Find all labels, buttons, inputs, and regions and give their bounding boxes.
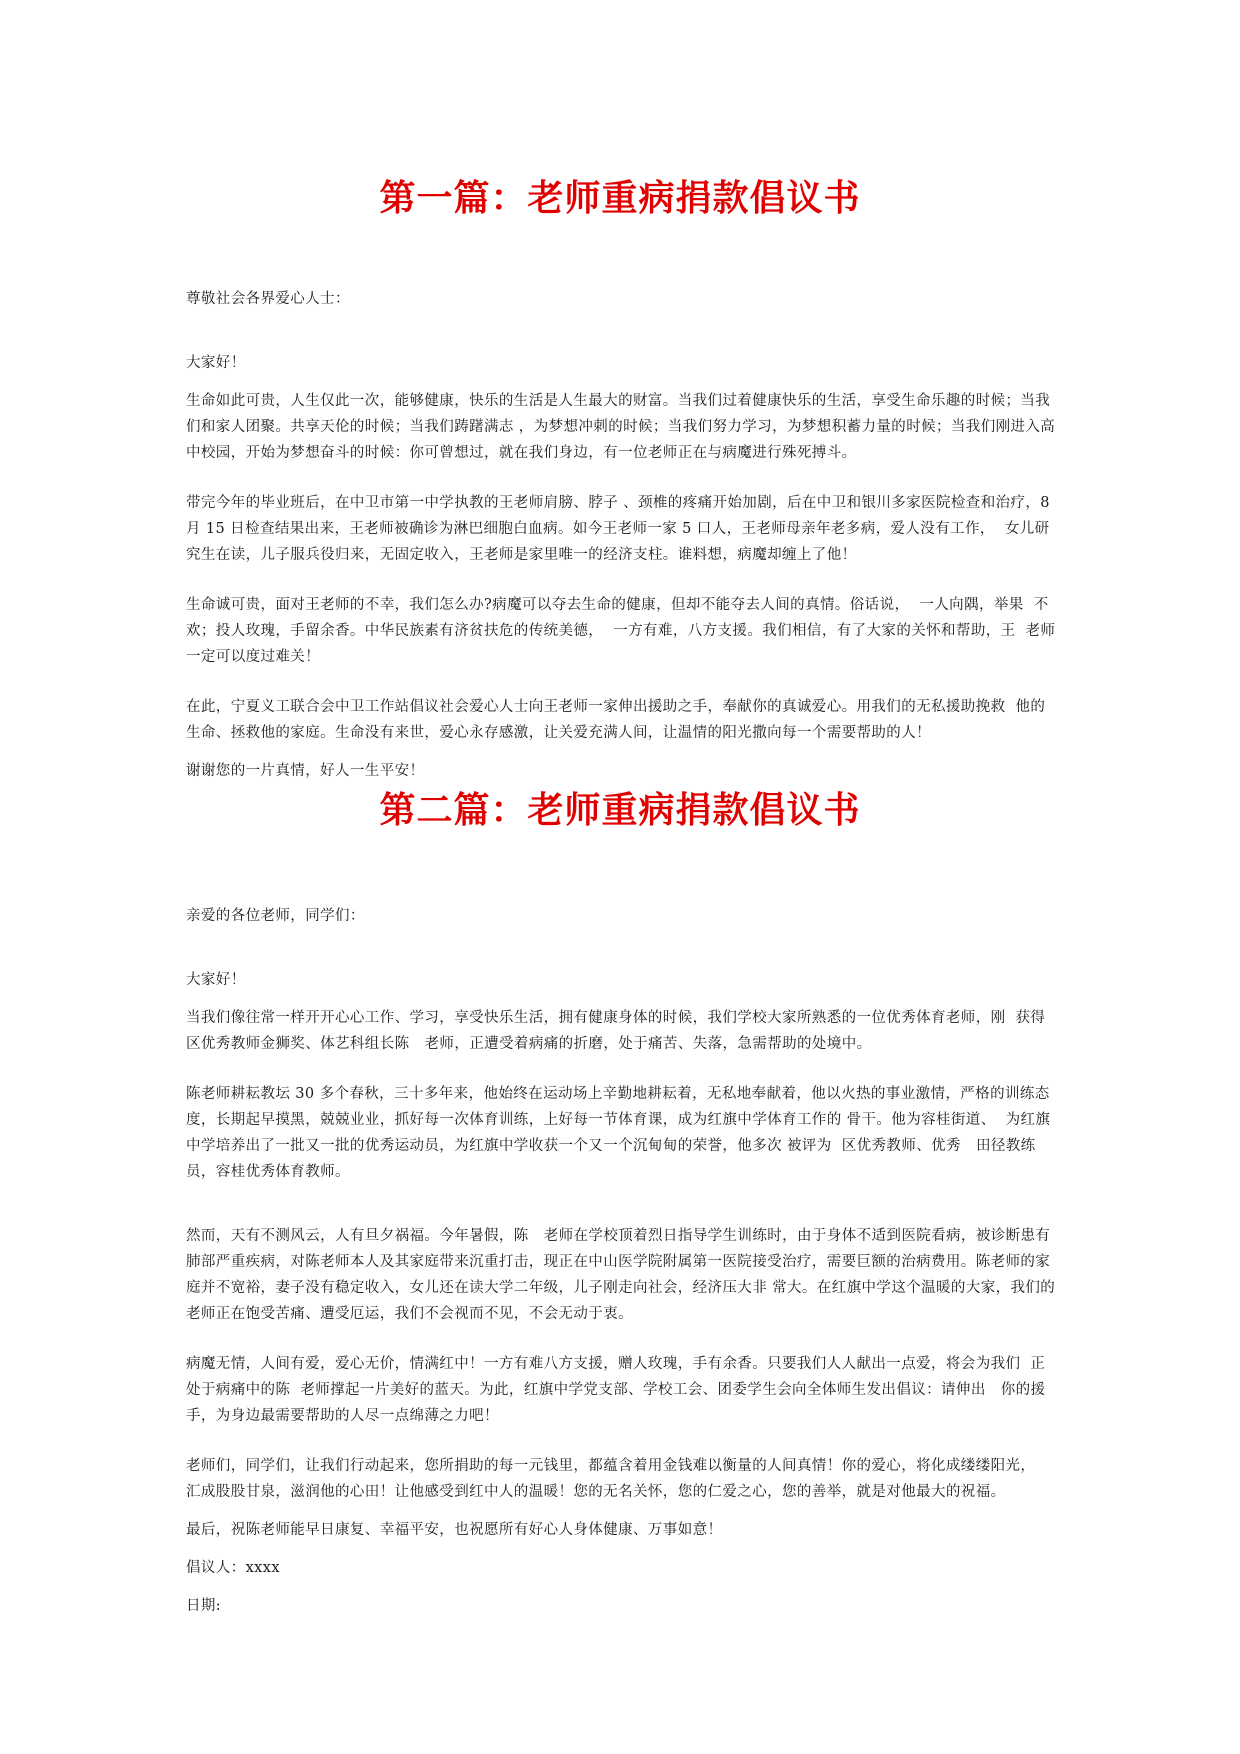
section1-paragraph: 生命诚可贵，面对王老师的不幸，我们怎么办?病魔可以夺去生命的健康，但却不能夺去人间的真情。俗话说， 一人向隅，举果 不欢；投人玫瑰，手留余香。中华民族素有济贫扶危的传统美德， 一方有难，八方支援。我们相信，有了大家的关怀和帮助，王 老师一定可以度过难关！: [186, 597, 1056, 665]
section2-paragraph: 当我们像往常一样开开心心工作、学习，享受快乐生活，拥有健康身体的时候，我们学校大家所熟悉的一位优秀体育老师，刚 获得 区优秀教师金狮奖、体艺科组长陈 老师，正遭受着病痛的折磨，处于痛苦、失落，急需帮助的处境中。: [186, 1010, 1056, 1052]
section1-closing: 谢谢您的一片真情，好人一生平安！: [186, 763, 425, 779]
section2-body: [186, 903, 1056, 1631]
section1-paragraph: 在此，宁夏义工联合会中卫工作站倡议社会爱心人士向王老师一家伸出援助之手，奉献你的真诚爱心。用我们的无私援助挽救 他的生命、拯救他的家庭。生命没有来世，爱心永存感激，让关爱充满人间，让温情的阳光撒向每一个需要帮助的人！: [186, 699, 1046, 741]
section1-paragraph: 生命如此可贵，人生仅此一次，能够健康，快乐的生活是人生最大的财富。当我们过着健康快乐的生活，享受生命乐趣的时候；当我们和家人团聚。共享天伦的时候；当我们踌躇满志 ，为梦想冲刺的时候；当我们努力学习，为梦想积蓄力量的时候；当我们刚进入高中校园，开始为梦想奋斗的时候：你可曾想过，就在我们身边，有一位老师正在与病魔进行殊死搏斗。: [186, 393, 1056, 461]
section1-body: [186, 286, 1056, 808]
section2-paragraph: 老师们，同学们，让我们行动起来，您所捐助的每一元钱里，都蕴含着用金钱难以衡量的人间真情！你的爱心，将化成缕缕阳光， 汇成股股甘泉，滋润他的心田！让他感受到红中人的温暖！您的无名关怀，您的仁爱之心，您的善举，就是对他最大的祝福。: [186, 1458, 1046, 1500]
section1-greeting: 大家好！: [186, 355, 246, 371]
section2-date: 日期:: [186, 1598, 222, 1614]
section1-paragraph: 带完今年的毕业班后，在中卫市第一中学执教的王老师肩膀、脖子 、颈椎的疼痛开始加剧，后在中卫和银川多家医院检查和治疗，8 月 15 日检查结果出来，王老师被确诊为淋巴细胞白血病。如今王老师一家 5 口人，王老师母亲年老多病，爱人没有工作， 女儿研究生在读，儿子服兵役归来，无固定收入，王老师是家里唯一的经济支柱。谁料想，病魔却缠上了他！: [186, 495, 1055, 563]
section1-salutation: 尊敬社会各界爱心人士：: [186, 291, 350, 307]
section2-closing: 最后，祝陈老师能早日康复、幸福平安，也祝愿所有好心人身体健康、万事如意！: [186, 1522, 723, 1538]
section2-title: 第二篇：老师重病捐款倡议书: [379, 789, 861, 831]
section2-salutation: 亲爱的各位老师，同学们：: [186, 908, 365, 924]
section2-paragraph: 病魔无情，人间有爱，爱心无价，情满红中！一方有难八方支援，赠人玫瑰，手有余香。只要我们人人献出一点爱，将会为我们 正处于病痛中的陈 老师撑起一片美好的蓝天。为此，红旗中学党支部、学校工会、团委学生会向全体师生发出倡议：请伸出 你的援手，为身边最需要帮助的人尽一点绵薄之力吧！: [186, 1356, 1046, 1424]
section2-paragraph: 然而，天有不测风云，人有旦夕祸福。今年暑假，陈 老师在学校顶着烈日指导学生训练时，由于身体不适到医院看病，被诊断患有肺部严重疾病，对陈老师本人及其家庭带来沉重打击，现正在中山医学院附属第一医院接受治疗，需要巨额的治病费用。陈老师的家庭并不宽裕，妻子没有稳定收入，女儿还在读大学二年级，儿子刚走向社会，经济压大非 常大。在红旗中学这个温暖的大家，我们的老师正在饱受苦痛、遭受厄运，我们不会视而不见，不会无动于衷。: [186, 1228, 1056, 1322]
section2-initiator: 倡议人：xxxx: [186, 1560, 280, 1576]
section1-title: 第一篇：老师重病捐款倡议书: [379, 177, 861, 219]
section2-greeting: 大家好！: [186, 972, 246, 988]
section2-paragraph: 陈老师耕耘教坛 30 多个春秋，三十多年来，他始终在运动场上辛勤地耕耘着，无私地奉献着，他以火热的事业激情，严格的训练态度，长期起早摸黑，兢兢业业，抓好每一次体育训练，上好每一节体育课，成为红旗中学体育工作的 骨干。他为容桂街道、 为红旗中学培养出了一批又一批的优秀运动员，为红旗中学收获一个又一个沉甸甸的荣誉，他多次 被评为 区优秀教师、优秀 田径教练员，容桂优秀体育教师。: [186, 1086, 1051, 1180]
